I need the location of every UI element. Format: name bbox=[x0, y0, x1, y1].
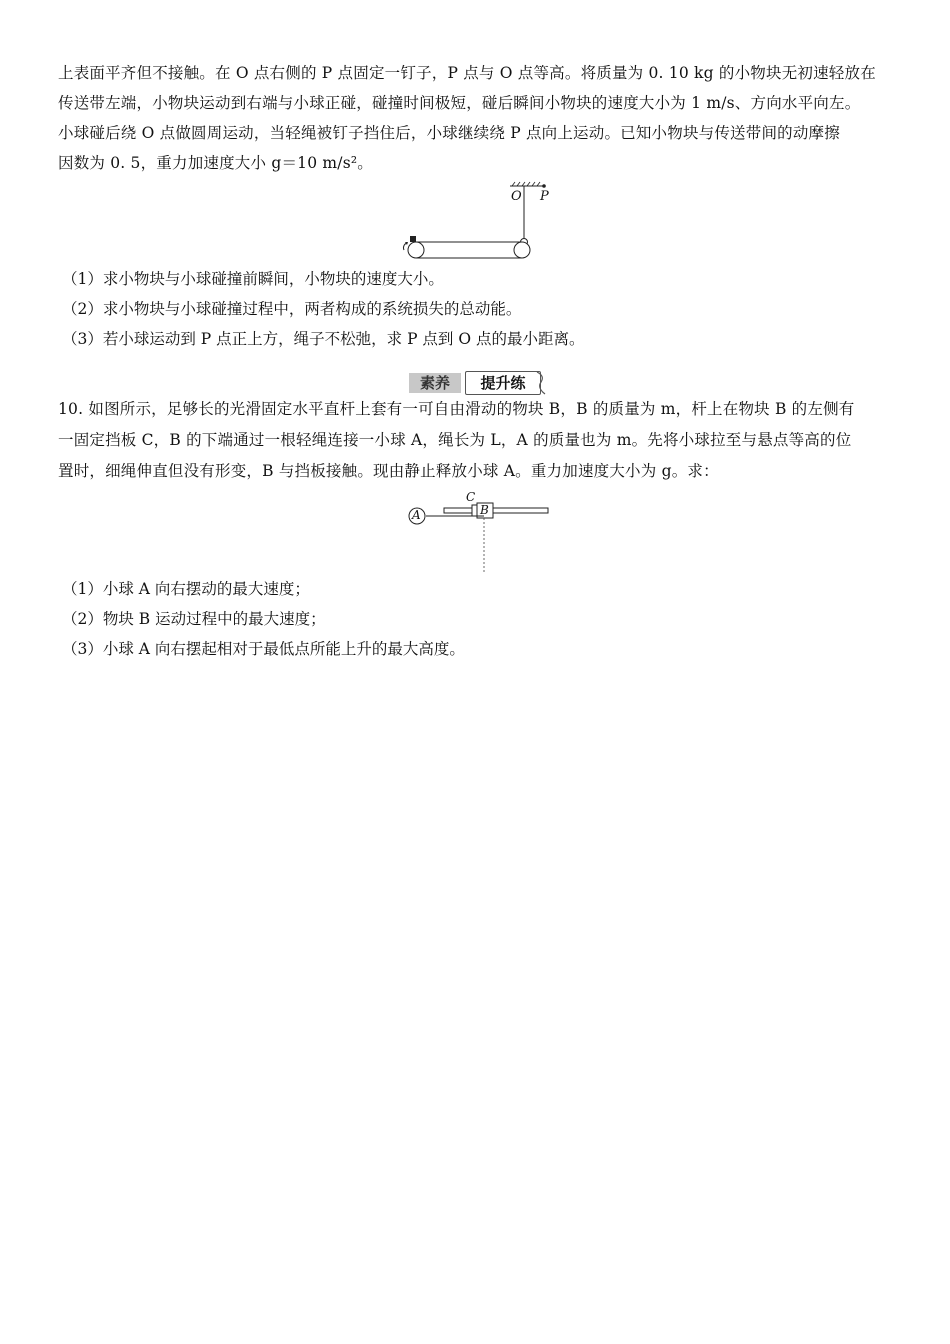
banner-right-label: 提升练 bbox=[465, 371, 541, 395]
problem9-line-2: 传送带左端，小物块运动到右端与小球正碰，碰撞时间极短，碰后瞬间小物块的速度大小为 1 m/s、方向水平向左。 bbox=[58, 94, 861, 112]
problem9-line-4: 因数为 0. 5，重力加速度大小 g＝10 m/s²。 bbox=[58, 154, 373, 172]
problem10-question-3: （3）小球 A 向右摆起相对于最低点所能上升的最大高度。 bbox=[62, 640, 465, 658]
problem10-line-1: 10. 如图所示，足够长的光滑固定水平直杆上套有一可自由滑动的物块 B，B 的质量为 m，杆上在物块 B 的左侧有 bbox=[58, 400, 855, 418]
label-B: B bbox=[480, 503, 489, 517]
label-P: P bbox=[540, 189, 549, 204]
rod-block-pendulum-figure bbox=[404, 490, 554, 576]
conveyor-pendulum-figure bbox=[398, 180, 558, 262]
label-O: O bbox=[511, 189, 522, 204]
problem9-question-2: （2）求小物块与小球碰撞过程中，两者构成的系统损失的总动能。 bbox=[62, 300, 522, 318]
problem9-line-3: 小球碰后绕 O 点做圆周运动，当轻绳被钉子挡住后，小球继续绕 P 点向上运动。已知小物块与传送带间的动摩擦 bbox=[58, 124, 840, 142]
section-banner bbox=[409, 370, 545, 396]
problem10-line-2: 一固定挡板 C，B 的下端通过一根轻绳连接一小球 A，绳长为 L，A 的质量也为 m。先将小球拉至与悬点等高的位 bbox=[58, 431, 852, 449]
problem9-question-3: （3）若小球运动到 P 点正上方，绳子不松弛，求 P 点到 O 点的最小距离。 bbox=[62, 330, 585, 348]
problem10-question-1: （1）小球 A 向右摆动的最大速度； bbox=[62, 580, 310, 598]
problem10-question-2: （2）物块 B 运动过程中的最大速度； bbox=[62, 610, 326, 628]
problem9-question-1: （1）求小物块与小球碰撞前瞬间，小物块的速度大小。 bbox=[62, 270, 444, 288]
problem9-line-1: 上表面平齐但不接触。在 O 点右侧的 P 点固定一钉子，P 点与 O 点等高。将质量为 0. 10 kg 的小物块无初速轻放在 bbox=[58, 64, 876, 82]
label-C: C bbox=[466, 490, 476, 504]
banner-curl-icon bbox=[535, 370, 547, 396]
banner-left-label: 素养 bbox=[409, 373, 461, 393]
problem10-line-3: 置时，细绳伸直但没有形变，B 与挡板接触。现由静止释放小球 A。重力加速度大小为 g。求： bbox=[58, 462, 719, 480]
label-A: A bbox=[412, 508, 421, 522]
